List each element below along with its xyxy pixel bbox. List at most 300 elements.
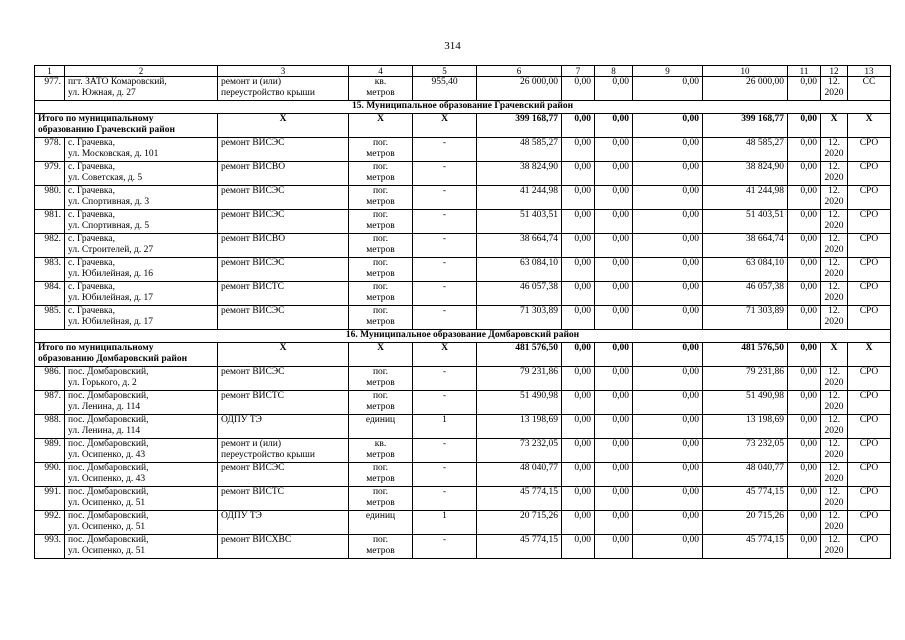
unit-line-2: метров bbox=[366, 498, 395, 508]
col-7: 0,00 bbox=[562, 234, 595, 258]
row-number: 991. bbox=[35, 487, 65, 511]
address-line-2: ул. Юбилейная, д. 17 bbox=[68, 317, 154, 327]
row-number: 992. bbox=[35, 511, 65, 535]
unit bbox=[349, 210, 413, 234]
work-type-line-1: ремонт ВИСВО bbox=[221, 234, 286, 244]
method: СРО bbox=[848, 138, 891, 162]
total-cost: 48 040,77 bbox=[477, 463, 562, 487]
term-line-2: 2020 bbox=[824, 522, 844, 532]
address bbox=[65, 138, 218, 162]
term-line-1: 12. bbox=[828, 210, 840, 220]
col-11: 0,00 bbox=[788, 463, 821, 487]
work-type-line-1: ремонт ВИСЭС bbox=[221, 463, 285, 473]
quantity: - bbox=[413, 258, 477, 282]
work-type bbox=[218, 306, 349, 330]
subtotal-label-line-2: образованию Домбаровский район bbox=[38, 354, 188, 364]
subtotal-x: Х bbox=[349, 343, 413, 367]
table-row bbox=[35, 138, 891, 162]
row-number: 989. bbox=[35, 439, 65, 463]
term-line-2: 2020 bbox=[824, 426, 844, 436]
work-type bbox=[218, 77, 349, 101]
total-cost: 48 585,27 bbox=[477, 138, 562, 162]
col-9: 0,00 bbox=[633, 535, 703, 559]
address-line-2: ул. Московская, д. 101 bbox=[68, 149, 159, 159]
col-7: 0,00 bbox=[562, 415, 595, 439]
section-title: 16. Муниципальное образование Домбаровский район bbox=[35, 330, 891, 343]
col-8: 0,00 bbox=[595, 210, 633, 234]
column-header-12: 12 bbox=[821, 66, 848, 77]
method: СРО bbox=[848, 186, 891, 210]
quantity: - bbox=[413, 463, 477, 487]
col-10: 51 490,98 bbox=[703, 391, 788, 415]
col-10: 63 084,10 bbox=[703, 258, 788, 282]
method: СРО bbox=[848, 282, 891, 306]
col-11: 0,00 bbox=[788, 511, 821, 535]
term bbox=[821, 210, 848, 234]
term-line-2: 2020 bbox=[824, 378, 844, 388]
section-title: 15. Муниципальное образование Грачевский район bbox=[35, 101, 891, 114]
row-number: 981. bbox=[35, 210, 65, 234]
address-line-1: с. Грачевка, bbox=[68, 258, 115, 268]
method: СРО bbox=[848, 487, 891, 511]
col-7: 0,00 bbox=[562, 258, 595, 282]
col-7: 0,00 bbox=[562, 439, 595, 463]
unit-line-2: метров bbox=[366, 450, 395, 460]
total-cost: 45 774,15 bbox=[477, 535, 562, 559]
quantity: - bbox=[413, 282, 477, 306]
term-line-2: 2020 bbox=[824, 173, 844, 183]
row-number: 985. bbox=[35, 306, 65, 330]
col-7: 0,00 bbox=[562, 535, 595, 559]
term bbox=[821, 306, 848, 330]
col-7: 0,00 bbox=[562, 463, 595, 487]
col-11: 0,00 bbox=[788, 210, 821, 234]
section-heading-row bbox=[35, 330, 891, 343]
work-type-line-1: ОДПУ ТЭ bbox=[221, 511, 262, 521]
unit-line-2: метров bbox=[366, 402, 395, 412]
address bbox=[65, 234, 218, 258]
unit-line-2: метров bbox=[366, 317, 395, 327]
address-line-1: с. Грачевка, bbox=[68, 210, 115, 220]
col-8: 0,00 bbox=[595, 511, 633, 535]
col-11: 0,00 bbox=[788, 415, 821, 439]
total-cost: 51 490,98 bbox=[477, 391, 562, 415]
page-number: 314 bbox=[444, 40, 461, 52]
address-line-1: пос. Домбаровский, bbox=[68, 487, 149, 497]
row-number: 980. bbox=[35, 186, 65, 210]
col-9: 0,00 bbox=[633, 282, 703, 306]
col-9: 0,00 bbox=[633, 258, 703, 282]
address bbox=[65, 186, 218, 210]
col-11: 0,00 bbox=[788, 439, 821, 463]
work-type-line-1: ремонт ВИСТС bbox=[221, 282, 285, 292]
col-7: 0,00 bbox=[562, 487, 595, 511]
work-type-line-1: ремонт ВИСЭС bbox=[221, 258, 285, 268]
address-line-2: ул. Осипенко, д. 43 bbox=[68, 474, 146, 484]
col-8: 0,00 bbox=[595, 535, 633, 559]
subtotal-amount: 399 168,77 bbox=[477, 114, 562, 138]
unit-line-2: метров bbox=[366, 221, 395, 231]
subtotal-col-7: 0,00 bbox=[562, 114, 595, 138]
address-line-1: пос. Домбаровский, bbox=[68, 439, 149, 449]
unit-line-2: метров bbox=[366, 149, 395, 159]
col-11: 0,00 bbox=[788, 258, 821, 282]
row-number: 979. bbox=[35, 162, 65, 186]
table-row bbox=[35, 511, 891, 535]
col-10: 46 057,38 bbox=[703, 282, 788, 306]
unit bbox=[349, 234, 413, 258]
term-line-1: 12. bbox=[828, 162, 840, 172]
col-7: 0,00 bbox=[562, 186, 595, 210]
subtotal-x: Х bbox=[821, 343, 848, 367]
unit-line-2: метров bbox=[366, 378, 395, 388]
col-11: 0,00 bbox=[788, 234, 821, 258]
term-line-2: 2020 bbox=[824, 269, 844, 279]
subtotal-col-11: 0,00 bbox=[788, 343, 821, 367]
method: СРО bbox=[848, 415, 891, 439]
work-type-line-1: ремонт ВИСЭС bbox=[221, 306, 285, 316]
address-line-1: с. Грачевка, bbox=[68, 306, 115, 316]
work-type-line-1: ремонт ВИСЭС bbox=[221, 367, 285, 377]
address-line-2: ул. Южная, д. 27 bbox=[68, 88, 136, 98]
unit-line-1: единиц bbox=[365, 415, 396, 425]
term-line-1: 12. bbox=[828, 439, 840, 449]
unit bbox=[349, 306, 413, 330]
work-type bbox=[218, 511, 349, 535]
term bbox=[821, 535, 848, 559]
unit-line-2: метров bbox=[366, 269, 395, 279]
row-number: 990. bbox=[35, 463, 65, 487]
total-cost: 20 715,26 bbox=[477, 511, 562, 535]
subtotal-label-line-1: Итого по муниципальному bbox=[38, 114, 154, 124]
unit-line-1: кв. bbox=[374, 439, 387, 449]
address-line-2: ул. Осипенко, д. 43 bbox=[68, 450, 146, 460]
table-row bbox=[35, 367, 891, 391]
term-line-1: 12. bbox=[828, 391, 840, 401]
work-type-line-1: ремонт и (или) bbox=[221, 77, 282, 87]
unit-line-1: пог. bbox=[372, 367, 389, 377]
work-type bbox=[218, 234, 349, 258]
unit-line-1: пог. bbox=[372, 306, 389, 316]
work-type-line-1: ремонт ВИСЭС bbox=[221, 186, 285, 196]
quantity: 1 bbox=[413, 511, 477, 535]
column-header-1: 1 bbox=[35, 66, 65, 77]
work-type bbox=[218, 162, 349, 186]
row-number: 977. bbox=[35, 77, 65, 101]
column-header-11: 11 bbox=[788, 66, 821, 77]
col-8: 0,00 bbox=[595, 234, 633, 258]
address-line-2: ул. Спортивная, д. 5 bbox=[68, 221, 150, 231]
term-line-1: 12. bbox=[828, 77, 840, 87]
total-cost: 38 664,74 bbox=[477, 234, 562, 258]
col-9: 0,00 bbox=[633, 391, 703, 415]
subtotal-x: Х bbox=[821, 114, 848, 138]
col-8: 0,00 bbox=[595, 367, 633, 391]
col-10: 38 824,90 bbox=[703, 162, 788, 186]
total-cost: 41 244,98 bbox=[477, 186, 562, 210]
subtotal-label-line-2: образованию Грачевский район bbox=[38, 125, 175, 135]
work-type bbox=[218, 535, 349, 559]
table-row bbox=[35, 439, 891, 463]
unit-line-2: метров bbox=[366, 546, 395, 556]
term bbox=[821, 415, 848, 439]
table-body bbox=[35, 77, 891, 559]
term-line-1: 12. bbox=[828, 282, 840, 292]
col-10: 73 232,05 bbox=[703, 439, 788, 463]
total-cost: 51 403,51 bbox=[477, 210, 562, 234]
quantity: - bbox=[413, 487, 477, 511]
work-type bbox=[218, 487, 349, 511]
unit-line-1: пог. bbox=[372, 162, 389, 172]
col-9: 0,00 bbox=[633, 367, 703, 391]
row-number: 982. bbox=[35, 234, 65, 258]
subtotal-col-10: 481 576,50 bbox=[703, 343, 788, 367]
address bbox=[65, 463, 218, 487]
subtotal-x: Х bbox=[349, 114, 413, 138]
unit bbox=[349, 415, 413, 439]
column-header-8: 8 bbox=[595, 66, 633, 77]
col-7: 0,00 bbox=[562, 306, 595, 330]
address-line-2: ул. Ленина, д. 114 bbox=[68, 426, 141, 436]
work-type-line-2: переустройство крыши bbox=[221, 450, 315, 460]
col-7: 0,00 bbox=[562, 367, 595, 391]
col-11: 0,00 bbox=[788, 306, 821, 330]
table-row bbox=[35, 487, 891, 511]
address-line-1: пос. Домбаровский, bbox=[68, 391, 149, 401]
subtotal-x: Х bbox=[413, 343, 477, 367]
col-10: 13 198,69 bbox=[703, 415, 788, 439]
term bbox=[821, 282, 848, 306]
col-9: 0,00 bbox=[633, 439, 703, 463]
subtotal-x: Х bbox=[848, 343, 891, 367]
address bbox=[65, 282, 218, 306]
column-header-10: 10 bbox=[703, 66, 788, 77]
address-line-1: с. Грачевка, bbox=[68, 186, 115, 196]
work-type bbox=[218, 210, 349, 234]
col-9: 0,00 bbox=[633, 138, 703, 162]
col-8: 0,00 bbox=[595, 162, 633, 186]
unit-line-1: пог. bbox=[372, 391, 389, 401]
address-line-1: с. Грачевка, bbox=[68, 282, 115, 292]
work-type bbox=[218, 415, 349, 439]
work-type-line-1: ремонт ВИСХВС bbox=[221, 535, 292, 545]
col-11: 0,00 bbox=[788, 391, 821, 415]
term-line-1: 12. bbox=[828, 258, 840, 268]
term-line-1: 12. bbox=[828, 186, 840, 196]
table-row bbox=[35, 463, 891, 487]
col-9: 0,00 bbox=[633, 234, 703, 258]
col-11: 0,00 bbox=[788, 487, 821, 511]
unit bbox=[349, 439, 413, 463]
address bbox=[65, 439, 218, 463]
total-cost: 26 000,00 bbox=[477, 77, 562, 101]
address-line-2: ул. Юбилейная, д. 17 bbox=[68, 293, 154, 303]
column-header-6: 6 bbox=[477, 66, 562, 77]
table-row bbox=[35, 415, 891, 439]
address-line-2: ул. Спортивная, д. 3 bbox=[68, 197, 150, 207]
address bbox=[65, 511, 218, 535]
table-row bbox=[35, 77, 891, 101]
address-line-2: ул. Осипенко, д. 51 bbox=[68, 498, 146, 508]
col-10: 79 231,86 bbox=[703, 367, 788, 391]
address-line-2: ул. Юбилейная, д. 16 bbox=[68, 269, 154, 279]
unit-line-2: метров bbox=[366, 474, 395, 484]
total-cost: 45 774,15 bbox=[477, 487, 562, 511]
unit bbox=[349, 282, 413, 306]
subtotal-col-7: 0,00 bbox=[562, 343, 595, 367]
unit bbox=[349, 535, 413, 559]
col-8: 0,00 bbox=[595, 258, 633, 282]
term-line-1: 12. bbox=[828, 234, 840, 244]
row-number: 993. bbox=[35, 535, 65, 559]
unit-line-1: единиц bbox=[365, 511, 396, 521]
table-row bbox=[35, 234, 891, 258]
col-8: 0,00 bbox=[595, 415, 633, 439]
col-11: 0,00 bbox=[788, 138, 821, 162]
quantity: - bbox=[413, 234, 477, 258]
subtotal-x: Х bbox=[848, 114, 891, 138]
term bbox=[821, 367, 848, 391]
term-line-1: 12. bbox=[828, 415, 840, 425]
col-9: 0,00 bbox=[633, 415, 703, 439]
col-11: 0,00 bbox=[788, 186, 821, 210]
method: СРО bbox=[848, 439, 891, 463]
table-row bbox=[35, 210, 891, 234]
quantity: - bbox=[413, 306, 477, 330]
subtotal-label bbox=[35, 343, 218, 367]
total-cost: 38 824,90 bbox=[477, 162, 562, 186]
address-line-2: ул. Осипенко, д. 51 bbox=[68, 546, 146, 556]
col-9: 0,00 bbox=[633, 77, 703, 101]
method: СРО bbox=[848, 210, 891, 234]
col-8: 0,00 bbox=[595, 186, 633, 210]
unit bbox=[349, 186, 413, 210]
work-type-line-1: ремонт и (или) bbox=[221, 439, 282, 449]
work-type bbox=[218, 282, 349, 306]
address-line-1: пос. Домбаровский, bbox=[68, 511, 149, 521]
unit-line-1: пог. bbox=[372, 258, 389, 268]
method: СС bbox=[848, 77, 891, 101]
address bbox=[65, 77, 218, 101]
unit-line-2: метров bbox=[366, 88, 395, 98]
subtotal-label bbox=[35, 114, 218, 138]
col-9: 0,00 bbox=[633, 186, 703, 210]
address-line-1: с. Грачевка, bbox=[68, 162, 115, 172]
col-11: 0,00 bbox=[788, 77, 821, 101]
row-number: 986. bbox=[35, 367, 65, 391]
term bbox=[821, 77, 848, 101]
unit bbox=[349, 487, 413, 511]
subtotal-col-11: 0,00 bbox=[788, 114, 821, 138]
work-type bbox=[218, 391, 349, 415]
address bbox=[65, 210, 218, 234]
unit-line-2: метров bbox=[366, 197, 395, 207]
term-line-2: 2020 bbox=[824, 88, 844, 98]
unit-line-2: метров bbox=[366, 293, 395, 303]
col-8: 0,00 bbox=[595, 439, 633, 463]
term-line-1: 12. bbox=[828, 511, 840, 521]
col-11: 0,00 bbox=[788, 282, 821, 306]
column-header-2: 2 bbox=[65, 66, 218, 77]
unit bbox=[349, 138, 413, 162]
column-header-13: 13 bbox=[848, 66, 891, 77]
work-type-line-1: ОДПУ ТЭ bbox=[221, 415, 262, 425]
address-line-1: пос. Домбаровский, bbox=[68, 535, 149, 545]
repair-plan-table bbox=[34, 65, 891, 559]
term-line-1: 12. bbox=[828, 535, 840, 545]
unit-line-1: пог. bbox=[372, 282, 389, 292]
work-type bbox=[218, 138, 349, 162]
subtotal-x: Х bbox=[413, 114, 477, 138]
col-7: 0,00 bbox=[562, 77, 595, 101]
total-cost: 73 232,05 bbox=[477, 439, 562, 463]
unit-line-1: пог. bbox=[372, 234, 389, 244]
unit-line-1: кв. bbox=[374, 77, 387, 87]
col-9: 0,00 bbox=[633, 306, 703, 330]
row-number: 987. bbox=[35, 391, 65, 415]
total-cost: 63 084,10 bbox=[477, 258, 562, 282]
term-line-2: 2020 bbox=[824, 197, 844, 207]
address bbox=[65, 258, 218, 282]
col-7: 0,00 bbox=[562, 138, 595, 162]
term-line-2: 2020 bbox=[824, 149, 844, 159]
address-line-2: ул. Ленина, д. 114 bbox=[68, 402, 141, 412]
term-line-2: 2020 bbox=[824, 474, 844, 484]
unit bbox=[349, 77, 413, 101]
method: СРО bbox=[848, 511, 891, 535]
work-type-line-1: ремонт ВИСТС bbox=[221, 487, 285, 497]
subtotal-col-9: 0,00 bbox=[633, 114, 703, 138]
address-line-2: ул. Строителей, д. 27 bbox=[68, 245, 154, 255]
column-number-row bbox=[35, 66, 891, 77]
term-line-1: 12. bbox=[828, 487, 840, 497]
work-type bbox=[218, 439, 349, 463]
column-header-4: 4 bbox=[349, 66, 413, 77]
quantity: 955,40 bbox=[413, 77, 477, 101]
col-8: 0,00 bbox=[595, 391, 633, 415]
method: СРО bbox=[848, 535, 891, 559]
work-type bbox=[218, 367, 349, 391]
method: СРО bbox=[848, 234, 891, 258]
col-10: 48 585,27 bbox=[703, 138, 788, 162]
work-type bbox=[218, 186, 349, 210]
total-cost: 46 057,38 bbox=[477, 282, 562, 306]
term-line-2: 2020 bbox=[824, 317, 844, 327]
subtotal-x: Х bbox=[218, 343, 349, 367]
term-line-2: 2020 bbox=[824, 293, 844, 303]
address bbox=[65, 487, 218, 511]
term-line-2: 2020 bbox=[824, 245, 844, 255]
unit bbox=[349, 367, 413, 391]
col-10: 45 774,15 bbox=[703, 487, 788, 511]
col-9: 0,00 bbox=[633, 463, 703, 487]
total-cost: 71 303,89 bbox=[477, 306, 562, 330]
address-line-1: с. Грачевка, bbox=[68, 138, 115, 148]
total-cost: 13 198,69 bbox=[477, 415, 562, 439]
col-8: 0,00 bbox=[595, 138, 633, 162]
work-type-line-2: переустройство крыши bbox=[221, 88, 315, 98]
unit bbox=[349, 258, 413, 282]
col-7: 0,00 bbox=[562, 282, 595, 306]
subtotal-col-8: 0,00 bbox=[595, 343, 633, 367]
quantity: - bbox=[413, 186, 477, 210]
term-line-2: 2020 bbox=[824, 402, 844, 412]
term-line-2: 2020 bbox=[824, 498, 844, 508]
term-line-2: 2020 bbox=[824, 450, 844, 460]
term-line-1: 12. bbox=[828, 138, 840, 148]
unit-line-1: пог. bbox=[372, 210, 389, 220]
term bbox=[821, 186, 848, 210]
